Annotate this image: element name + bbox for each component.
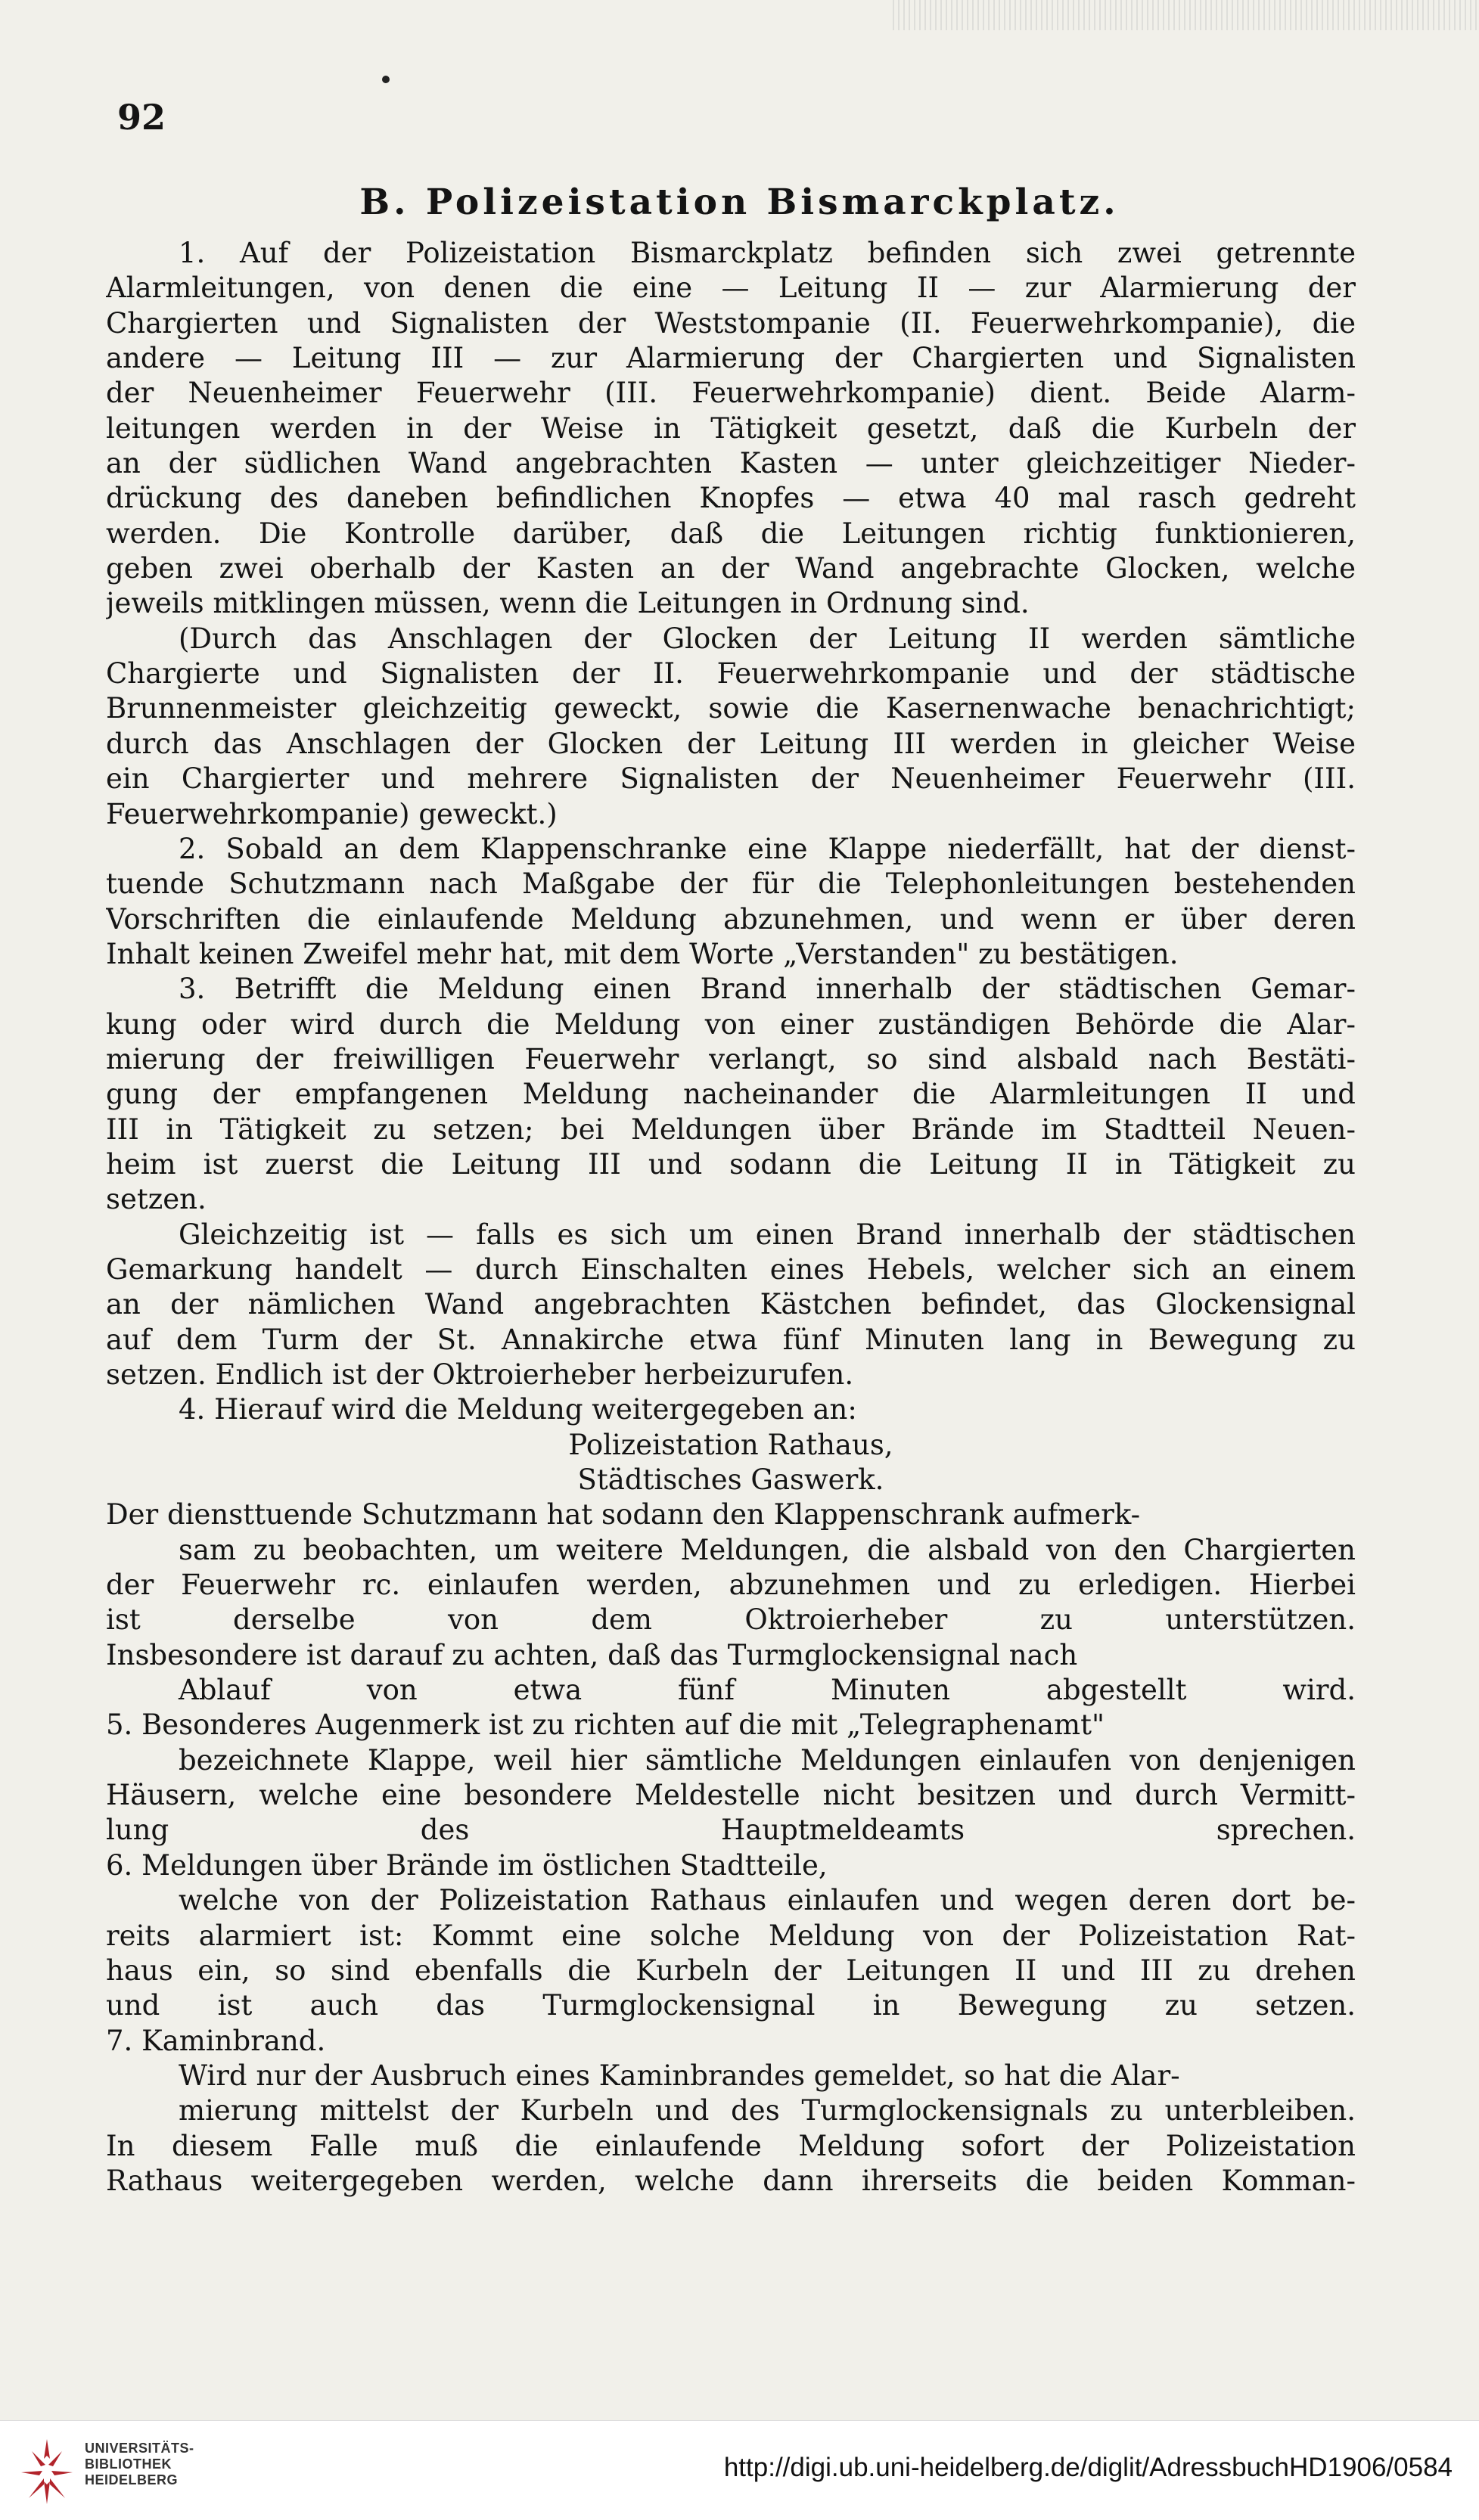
text-line: 5. Besonderes Augenmerk ist zu richten auf die mit „Telegraphenamt"	[106, 1708, 1105, 1742]
text-line: reits alarmiert ist: Kommt eine solche Meldung von der Polizeistation Rat-	[106, 1919, 1356, 1952]
text-line: 3. Betrifft die Meldung einen Brand innerhalb der städtischen Gemar-	[179, 973, 1356, 1006]
text-line: Chargierten und Signalisten der Weststompanie (II. Feuerwehrkompanie), die	[106, 306, 1356, 340]
text-line: kung oder wird durch die Meldung von einer zuständigen Behörde die Alar-	[106, 1007, 1356, 1041]
section-title: B. Polizeistation Bismarckplatz.	[359, 182, 1120, 223]
text-line: haus ein, so sind ebenfalls die Kurbeln der Leitungen II und III zu drehen	[106, 1954, 1356, 1987]
text-line: Feuerwehrkompanie) geweckt.)	[106, 797, 558, 830]
text-line: tuende Schutzmann nach Maßgabe der für die Telephonleitungen bestehenden	[106, 867, 1356, 901]
page-number: 92	[117, 97, 166, 138]
text-line: setzen.	[106, 1183, 207, 1216]
library-name-line: BIBLIOTHEK	[85, 2456, 172, 2472]
text-line: Rathaus weitergegeben werden, welche dann ihrerseits die beiden Komman-	[106, 2164, 1356, 2197]
text-line: durch das Anschlagen der Glocken der Leitung III werden in gleicher Weise	[106, 727, 1356, 760]
text-line: mierung mittelst der Kurbeln und des Turmglockensignals zu unterbleiben.	[179, 2094, 1356, 2127]
library-name-line: HEIDELBERG	[85, 2472, 179, 2487]
ink-dot	[382, 76, 390, 83]
library-name	[85, 2441, 194, 2488]
text-line: der Feuerwehr rc. einlaufen werden, abzunehmen und zu erledigen. Hierbei	[106, 1569, 1356, 1602]
scan-edge-noise	[893, 0, 1479, 30]
text-line: Brunnenmeister gleichzeitig geweckt, sowie die Kasernenwache benachrichtigt;	[106, 692, 1356, 725]
text-line: Wird nur der Ausbruch eines Kaminbrandes gemeldet, so hat die Alar-	[179, 2059, 1180, 2092]
text-line: heim ist zuerst die Leitung III und sodann die Leitung II in Tätigkeit zu	[106, 1147, 1356, 1181]
text-line: Chargierte und Signalisten der II. Feuerwehrkompanie und der städtische	[106, 657, 1356, 691]
text-line: Der diensttuende Schutzmann hat sodann den Klappenschrank aufmerk-	[106, 1498, 1141, 1532]
text-line: 1. Auf der Polizeistation Bismarckplatz befinden sich zwei getrennte	[179, 237, 1356, 269]
text-line: Insbesondere ist darauf zu achten, daß das Turmglockensignal nach	[106, 1638, 1078, 1671]
text-line: bezeichnete Klappe, weil hier sämtliche Meldungen einlaufen von denjenigen	[179, 1743, 1356, 1777]
text-line: Alarmleitungen, von denen die eine — Leitung II — zur Alarmierung der	[106, 272, 1356, 305]
text-line: sam zu beobachten, um weitere Meldungen, die alsbald von den Chargierten	[179, 1533, 1356, 1566]
body-text	[106, 236, 1356, 2199]
text-line: jeweils mitklingen müssen, wenn die Leitungen in Ordnung sind.	[106, 587, 1030, 620]
text-line: In diesem Falle muß die einlaufende Meldung sofort der Polizeistation	[106, 2129, 1356, 2162]
text-line: mierung der freiwilligen Feuerwehr verlangt, so sind alsbald nach Bestäti-	[106, 1042, 1356, 1075]
text-line: geben zwei oberhalb der Kasten an der Wand angebrachte Glocken, welche	[106, 552, 1356, 585]
text-line: auf dem Turm der St. Annakirche etwa fünf Minuten lang in Bewegung zu	[106, 1323, 1356, 1356]
text-line: Ablauf von etwa fünf Minuten abgestellt wird.	[179, 1674, 1356, 1707]
footer-bar	[0, 2420, 1479, 2520]
text-line: ist derselbe von dem Oktroierheber zu unterstützen.	[106, 1603, 1356, 1637]
text-line: (Durch das Anschlagen der Glocken der Leitung II werden sämtliche	[179, 622, 1356, 655]
text-line: an der südlichen Wand angebrachten Kasten — unter gleichzeitiger Nieder-	[106, 447, 1356, 480]
text-line: welche von der Polizeistation Rathaus einlaufen und wegen deren dort be-	[179, 1884, 1356, 1917]
text-line: lung des Hauptmeldeamts sprechen.	[106, 1814, 1356, 1847]
text-line: 4. Hierauf wird die Meldung weitergegeben an:	[179, 1393, 857, 1426]
text-line: Vorschriften die einlaufende Meldung abzunehmen, und wenn er über deren	[106, 902, 1356, 936]
source-url-link[interactable]: http://digi.ub.uni-heidelberg.de/diglit/AdressbuchHD1906/0584	[723, 2453, 1453, 2482]
text-line: Inhalt keinen Zweifel mehr hat, mit dem Worte „Verstanden" zu bestätigen.	[106, 937, 1179, 970]
text-line: gung der empfangenen Meldung nacheinander die Alarmleitungen II und	[106, 1078, 1356, 1111]
text-line: drückung des daneben befindlichen Knopfes — etwa 40 mal rasch gedreht	[106, 482, 1356, 515]
text-line: setzen. Endlich ist der Oktroierheber herbeizurufen.	[106, 1358, 854, 1391]
text-line: 6. Meldungen über Brände im östlichen Stadtteile,	[106, 1848, 828, 1882]
text-line: Polizeistation Rathaus,	[568, 1428, 893, 1461]
text-line: werden. Die Kontrolle darüber, daß die Leitungen richtig funktionieren,	[106, 517, 1356, 550]
text-line: an der nämlichen Wand angebrachten Kästchen befindet, das Glockensignal	[106, 1288, 1356, 1321]
text-line: Gemarkung handelt — durch Einschalten eines Hebels, welcher sich an einem	[106, 1252, 1356, 1286]
text-line: Gleichzeitig ist — falls es sich um einen Brand innerhalb der städtischen	[179, 1218, 1356, 1251]
text-line: Städtisches Gaswerk.	[577, 1463, 884, 1497]
text-line: Häusern, welche eine besondere Meldestelle nicht besitzen und durch Vermitt-	[106, 1779, 1356, 1812]
text-line: 2. Sobald an dem Klappenschranke eine Klappe niederfällt, hat der dienst-	[179, 832, 1356, 865]
text-line: ein Chargierter und mehrere Signalisten der Neuenheimer Feuerwehr (III.	[106, 762, 1356, 796]
text-line: andere — Leitung III — zur Alarmierung der Chargierten und Signalisten	[106, 342, 1356, 375]
text-line: und ist auch das Turmglockensignal in Bewegung zu setzen.	[106, 1989, 1356, 2022]
text-line: III in Tätigkeit zu setzen; bei Meldungen über Brände im Stadtteil Neuen-	[106, 1113, 1356, 1146]
text-line: 7. Kaminbrand.	[106, 2024, 326, 2057]
library-name-line: UNIVERSITÄTS-	[85, 2441, 194, 2456]
text-line: der Neuenheimer Feuerwehr (III. Feuerwehrkompanie) dient. Beide Alarm-	[106, 377, 1356, 410]
university-library-logo-icon	[17, 2436, 77, 2508]
text-line: leitungen werden in der Weise in Tätigkeit gesetzt, daß die Kurbeln der	[106, 411, 1356, 445]
